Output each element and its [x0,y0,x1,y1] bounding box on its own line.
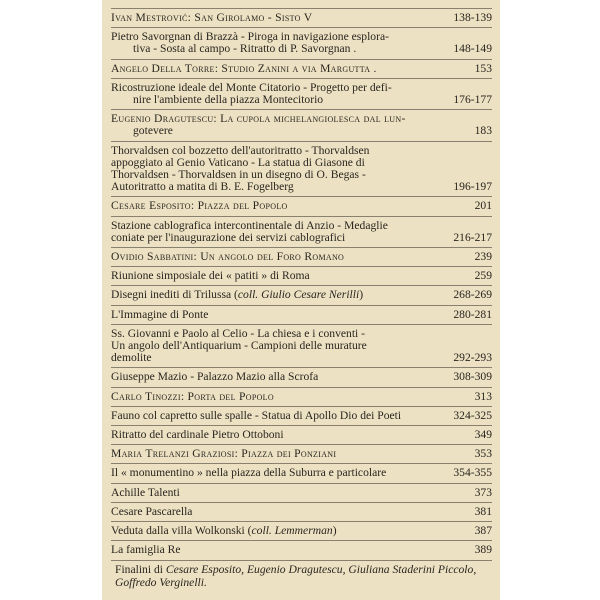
index-entry [111,248,492,267]
entry-pages: 196-197 [453,180,492,194]
entry-title [111,289,492,301]
entry-title-line: Riunione simposiale dei « patiti » di Roma [111,269,310,283]
entry-title [111,63,492,75]
index-entry [111,197,492,216]
entry-title [111,270,492,282]
entry-title [111,391,492,403]
book-page [102,0,500,600]
illustration-index [111,8,492,561]
entry-title-line: Cesare Pascarella [111,504,193,518]
entry-title-line: Cesare Esposito: Piazza del Popolo [111,199,288,213]
finalini-note [115,563,493,589]
entry-pages: 259 [474,269,492,283]
entry-pages: 153 [474,61,492,75]
entry-title-line: gotevere [133,124,173,138]
entry-title-line: Stazione cablografica intercontinentale di Anzio - Medaglie [111,218,388,232]
index-entry [111,484,492,503]
entry-title [111,487,492,499]
entry-title-line: Angelo Della Torre: Studio Zanini a via Margutta . [111,61,377,75]
collection-credit: coll. Lemmerman [251,524,333,538]
entry-title [111,410,492,422]
entry-title-line: L'Immagine di Ponte [111,307,209,321]
entry-title-line: La famiglia Re [111,543,181,557]
entry-pages: 389 [474,543,492,557]
index-entry [111,368,492,387]
index-entry [111,464,492,483]
entry-pages: 308-309 [453,370,492,384]
entry-pages: 280-281 [453,307,492,321]
finalini-names: Cesare Esposito, Eugenio Dragutescu, Giuliana Staderini Piccolo, Goffredo Verginelli. [115,563,477,589]
entry-title-line: Veduta dalla villa Wolkonski (coll. Lemmerman) [111,524,337,538]
entry-title-line: Giuseppe Mazio - Palazzo Mazio alla Scrofa [111,370,319,384]
collection-credit: coll. Giulio Cesare Nerilli [237,288,360,302]
entry-title-line: Disegni inediti di Trilussa (coll. Giulio Cesare Nerilli) [111,288,364,302]
entry-title [111,220,492,244]
entry-title-line: Il « monumentino » nella piazza della Suburra e particolare [111,466,387,480]
index-entry [111,306,492,325]
entry-title [111,82,492,106]
finalini-prefix: Finalini di [115,563,163,576]
index-entry [111,445,492,464]
index-entry [111,522,492,541]
entry-title-line: Maria Trelanzi Graziosi: Piazza dei Ponziani [111,447,337,461]
entry-title-line: Ritratto del cardinale Pietro Ottoboni [111,428,284,442]
index-entry [111,110,492,141]
entry-pages: 201 [474,199,492,213]
index-entry [111,426,492,445]
entry-title [111,251,492,263]
index-entry [111,217,492,248]
entry-pages: 148-149 [453,42,492,56]
entry-pages: 324-325 [453,408,492,422]
index-entry [111,79,492,110]
index-entry [111,60,492,79]
entry-title [111,467,492,479]
entry-title-line: Fauno col capretto sulle spalle - Statua di Apollo Dio dei Poeti [111,408,402,422]
entry-title [111,506,492,518]
entry-title-line: Achille Talenti [111,485,180,499]
entry-title [111,200,492,212]
entry-pages: 216-217 [453,230,492,244]
entry-pages: 349 [474,428,492,442]
entry-pages: 183 [474,124,492,138]
index-entry [111,267,492,286]
entry-title-line: Carlo Tinozzi: Porta del Popolo [111,389,274,403]
entry-title [111,328,492,365]
entry-title [111,12,492,24]
entry-pages: 292-293 [453,351,492,365]
index-entry [111,541,492,560]
entry-pages: 387 [474,524,492,538]
entry-title-line: demolite [111,351,152,365]
entry-title [111,145,492,194]
entry-title [111,371,492,383]
entry-title [111,31,492,55]
entry-title-line: Eugenio Dragutescu: La cupola michelangiolesca dal lun- [111,112,406,126]
index-entry [111,325,492,369]
entry-pages: 268-269 [453,288,492,302]
entry-title-line: nire l'ambiente della piazza Montecitorio [133,93,324,107]
entry-title-line: Thorvaldsen col bozzetto dell'autoritratto - Thorvaldsen [111,143,370,157]
entry-pages: 381 [474,504,492,518]
index-entry [111,286,492,305]
entry-title [111,429,492,441]
entry-title-line: Un angolo dell'Antiquarium - Campioni delle murature [111,339,367,353]
index-entry [111,9,492,28]
entry-title [111,113,492,137]
entry-pages: 176-177 [453,93,492,107]
entry-title [111,309,492,321]
entry-title-line: appoggiato al Genio Vaticano - La statua di Giasone di [111,155,365,169]
entry-title-line: Thorvaldsen - Thorvaldsen in un disegno di O. Begas - [111,168,366,182]
entry-title-line: Ovidio Sabbatini: Un angolo del Foro Romano [111,250,345,264]
entry-title-line: tiva - Sosta al campo - Ritratto di P. Savorgnan . [133,42,357,56]
entry-title-line: Pietro Savorgnan di Brazzà - Piroga in navigazione esplora- [111,30,389,44]
index-entry [111,407,492,426]
index-entry [111,503,492,522]
entry-pages: 239 [474,250,492,264]
entry-pages: 373 [474,485,492,499]
entry-pages: 313 [474,389,492,403]
entry-title-line: Ricostruzione ideale del Monte Citatorio - Progetto per defi- [111,80,392,94]
entry-title-line: Ss. Giovanni e Paolo al Celio - La chiesa e i conventi - [111,326,366,340]
entry-title-line: Autoritratto a matita di B. E. Fogelberg [111,180,294,194]
entry-pages: 138-139 [453,11,492,24]
index-entry [111,388,492,407]
entry-title-line: Ivan Mestrović: San Girolamo - Sisto V [111,11,313,24]
entry-title [111,544,492,556]
entry-pages: 353 [474,447,492,461]
index-entry [111,142,492,198]
entry-pages: 354-355 [453,466,492,480]
index-entry [111,28,492,59]
entry-title [111,525,492,537]
entry-title-line: coniate per l'inaugurazione dei servizi cablografici [111,230,346,244]
entry-title [111,448,492,460]
